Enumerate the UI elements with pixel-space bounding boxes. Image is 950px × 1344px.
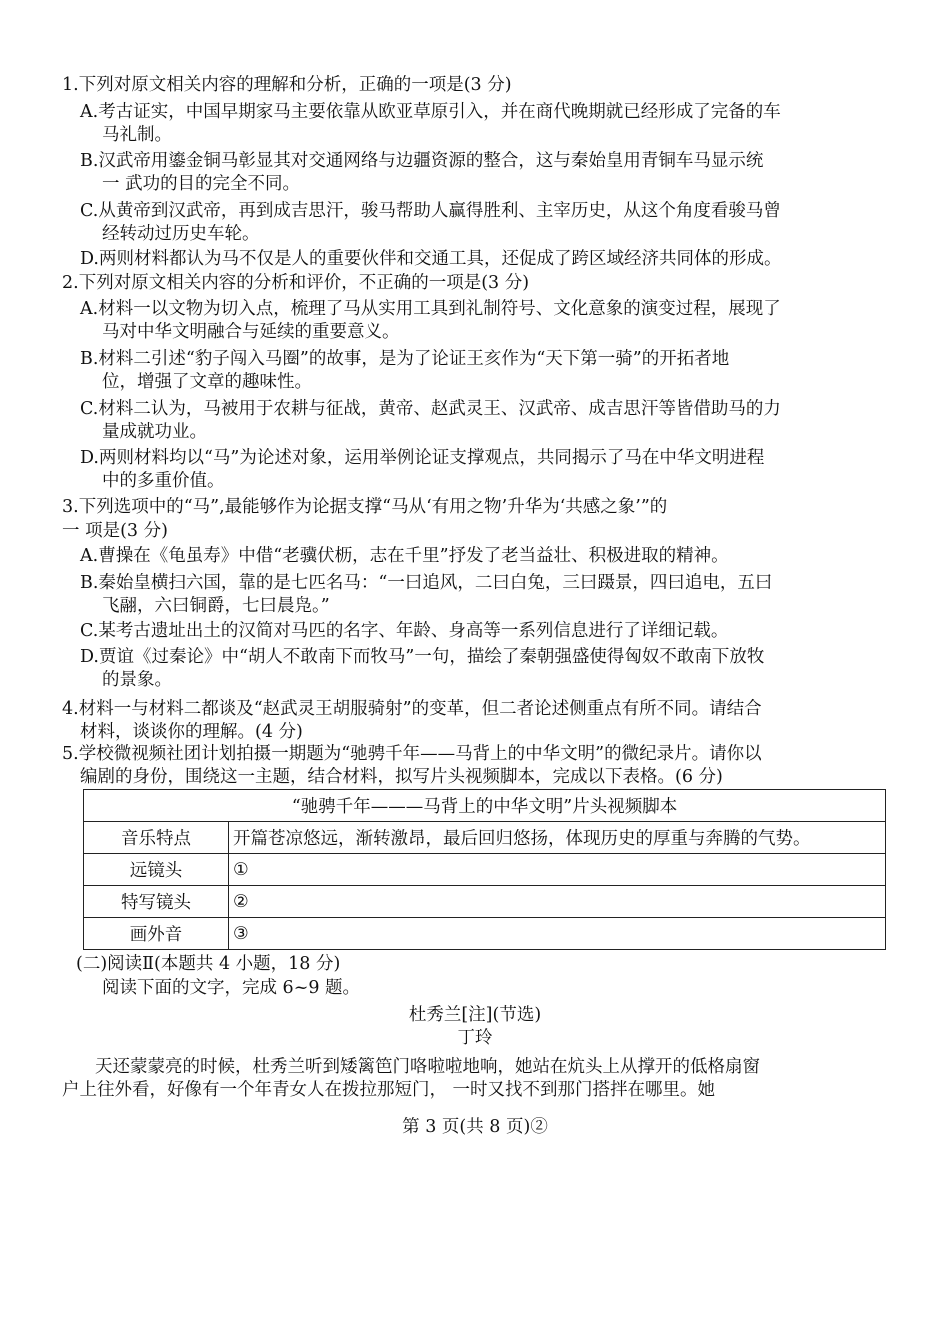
q3-option-d-cont: 的景象。 xyxy=(102,670,172,690)
table-title: “驰骋千年———马背上的中华文明”片头视频脚本 xyxy=(84,790,886,822)
row-label-music: 音乐特点 xyxy=(84,822,229,854)
q1-option-d: D.两则材料都认为马不仅是人的重要伙伴和交通工具，还促成了跨区域经济共同体的形成。 xyxy=(80,249,782,269)
q5-stem: 5.学校微视频社团计划拍摄一期题为“驰骋千年——马背上的中华文明”的微纪录片。请你以 xyxy=(62,744,762,764)
q2-option-c-cont: 量成就功业。 xyxy=(102,422,207,442)
video-script-table xyxy=(83,789,886,950)
q2-option-a-cont: 马对中华文明融合与延续的重要意义。 xyxy=(102,322,400,342)
q3-stem: 3.下列选项中的“马”,最能够作为论据支撑“马从‘有用之物’升华为‘共感之象’”的 xyxy=(62,497,668,517)
article-title: 杜秀兰[注](节选) xyxy=(408,1005,542,1025)
q4-stem: 4.材料一与材料二都谈及“赵武灵王胡服骑射”的变革，但二者论述侧重点有所不同。请结合 xyxy=(62,699,762,719)
q1-option-b-cont: 一 武功的目的完全不同。 xyxy=(102,174,301,194)
q2-stem: 2.下列对原文相关内容的分析和评价，不正确的一项是(3 分) xyxy=(62,273,530,293)
table-row xyxy=(84,790,886,822)
q3-option-d: D.贾谊《过秦论》中“胡人不敢南下而牧马”一句，描绘了秦朝强盛使得匈奴不敢南下放牧 xyxy=(80,647,765,667)
row-label-voiceover: 画外音 xyxy=(84,918,229,950)
row-label-close-up: 特写镜头 xyxy=(84,886,229,918)
q2-option-b-cont: 位，增强了文章的趣味性。 xyxy=(102,372,312,392)
q2-option-d: D.两则材料均以“马”为论述对象，运用举例论证支撑观点，共同揭示了马在中华文明进程 xyxy=(80,448,765,468)
q1-option-c: C.从黄帝到汉武帝，再到成吉思汗，骏马帮助人赢得胜利、主宰历史，从这个角度看骏马曾 xyxy=(80,201,781,221)
q3-option-b: B.秦始皇横扫六国，靠的是七匹名马：“一曰追风，二曰白兔，三曰蹑景，四曰追电，五曰 xyxy=(80,573,773,593)
table-row xyxy=(84,886,886,918)
article-paragraph-line-1: 天还蒙蒙亮的时候，杜秀兰听到矮篱笆门咯啦啦地响，她站在炕头上从撑开的低格扇窗 xyxy=(95,1057,760,1077)
q4-stem-cont: 材料，谈谈你的理解。(4 分) xyxy=(80,722,303,742)
article-author: 丁玲 xyxy=(457,1028,493,1048)
row-value-music: 开篇苍凉悠远，渐转激昂，最后回归悠扬，体现历史的厚重与奔腾的气势。 xyxy=(229,822,886,854)
q3-option-a: A.曹操在《龟虽寿》中借“老骥伏枥，志在千里”抒发了老当益壮、积极进取的精神。 xyxy=(80,546,729,566)
row-value-close-up: ② xyxy=(229,886,886,918)
article-paragraph-line-2: 户上往外看，好像有一个年青女人在拨拉那短门， 一时又找不到那门搭拌在哪里。她 xyxy=(62,1080,716,1100)
q2-option-d-cont: 中的多重价值。 xyxy=(102,471,225,491)
section-heading: (二)阅读Ⅱ(本题共 4 小题，18 分) xyxy=(76,954,341,974)
page-footer: 第 3 页(共 8 页)② xyxy=(402,1117,548,1137)
q3-option-c: C.某考古遗址出土的汉简对马匹的名字、年龄、身高等一系列信息进行了详细记载。 xyxy=(80,621,729,641)
q1-option-a-cont: 马礼制。 xyxy=(102,125,172,145)
table-row xyxy=(84,854,886,886)
row-value-voiceover: ③ xyxy=(229,918,886,950)
row-value-long-shot: ① xyxy=(229,854,886,886)
q5-stem-cont: 编剧的身份，围绕这一主题，结合材料，拟写片头视频脚本，完成以下表格。(6 分) xyxy=(80,767,723,787)
q1-option-b: B.汉武帝用鎏金铜马彰显其对交通网络与边疆资源的整合，这与秦始皇用青铜车马显示统 xyxy=(80,151,764,171)
q1-option-c-cont: 经转动过历史车轮。 xyxy=(102,224,260,244)
row-label-long-shot: 远镜头 xyxy=(84,854,229,886)
q2-option-c: C.材料二认为，马被用于农耕与征战，黄帝、赵武灵王、汉武帝、成吉思汗等皆借助马的力 xyxy=(80,399,781,419)
table-row xyxy=(84,918,886,950)
q3-option-b-cont: 飞翮，六曰铜爵，七曰晨凫。” xyxy=(102,596,330,616)
table-row xyxy=(84,822,886,854)
q3-stem-cont: 一 项是(3 分) xyxy=(62,521,168,541)
q1-stem: 1.下列对原文相关内容的理解和分析，正确的一项是(3 分) xyxy=(62,75,512,95)
q2-option-b: B.材料二引述“豹子闯入马圈”的故事，是为了论证王亥作为“天下第一骑”的开拓者地 xyxy=(80,349,730,369)
section-instruction: 阅读下面的文字，完成 6~9 题。 xyxy=(102,978,361,998)
q1-option-a: A.考古证实，中国早期家马主要依靠从欧亚草原引入，并在商代晚期就已经形成了完备的车 xyxy=(80,102,781,122)
q2-option-a: A.材料一以文物为切入点，梳理了马从实用工具到礼制符号、文化意象的演变过程，展现了 xyxy=(80,299,781,319)
